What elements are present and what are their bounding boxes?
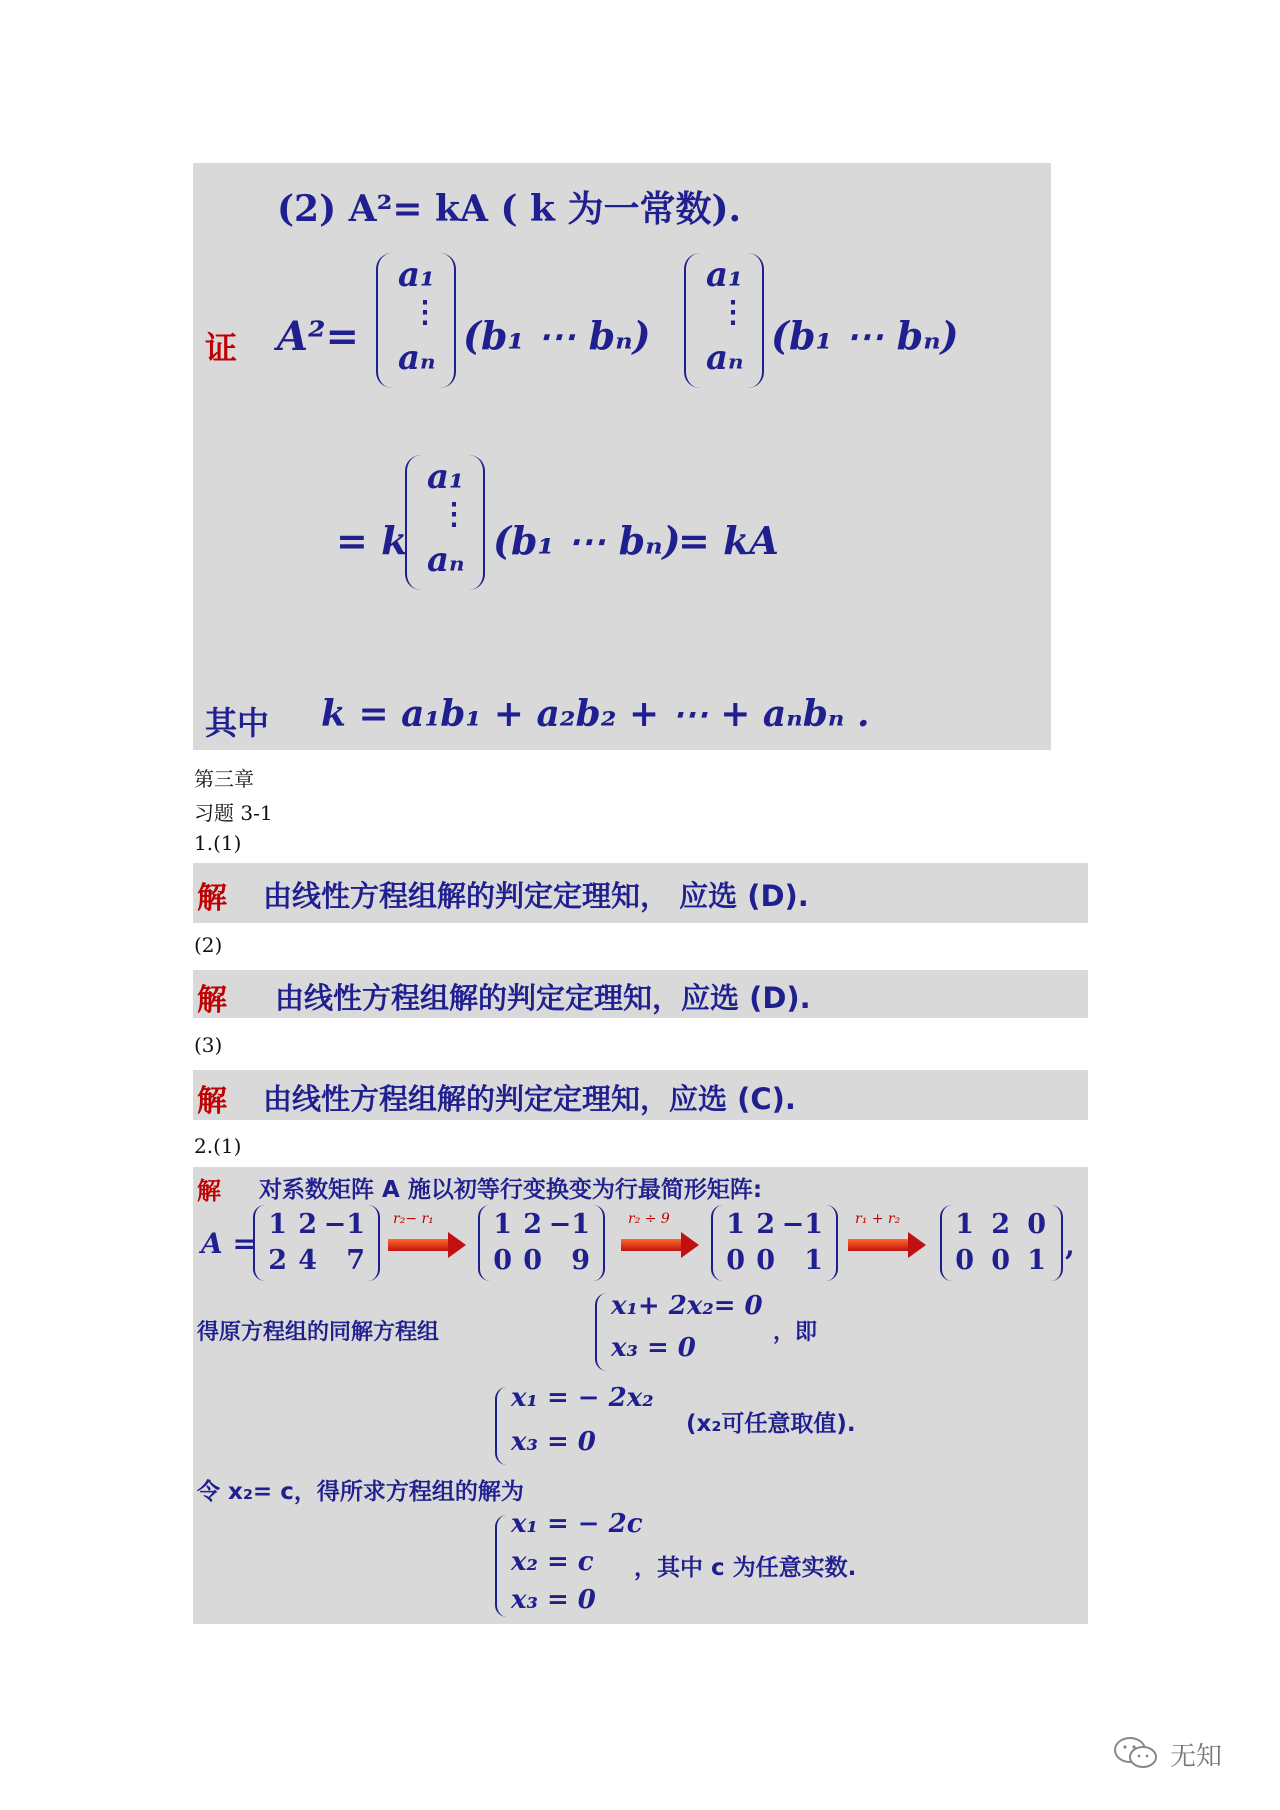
question-1-2: (2) [194,933,223,957]
arrow-icon [388,1239,450,1251]
system2-eq1: x₁ = − 2x₂ [511,1383,654,1413]
row-op-label: r₁ + r₂ [855,1211,901,1227]
right-paren [440,253,456,388]
solution-label: 解 [197,881,227,916]
left-paren [376,253,392,388]
answer-banner [193,970,1088,1018]
system3-eq3: x₃ = 0 [511,1585,596,1615]
system3-eq1: x₁ = − 2c [511,1509,643,1539]
free-variable-note: (x₂可任意取值). [686,1411,856,1437]
where-c-text: ，其中 c 为任意实数. [634,1555,857,1581]
left-paren [684,253,700,388]
row-op-label: r₂− r₁ [393,1211,434,1227]
left-paren [405,455,421,590]
arrow-icon [621,1239,683,1251]
eq-k: = k [336,518,408,563]
matrix-3: 1 2 −1 0 0 1 [726,1209,823,1276]
system3-eq2: x₂ = c [511,1547,594,1577]
answer-banner [193,1070,1088,1120]
row-vector: (b₁ ⋯ bₙ) [493,518,681,563]
matrix-2: 1 2 −1 0 0 9 [493,1209,590,1276]
right-paren [1051,1205,1063,1281]
solution-text: 由线性方程组解的判定定理知， 应选 (D). [263,879,809,913]
a-squared-lhs: A²= [277,313,360,360]
system1-eq2: x₃ = 0 [611,1333,696,1363]
col-top: a₁ [427,457,464,497]
proof-label: 证 [205,329,238,367]
intro-text: 对系数矩阵 A 施以初等行变换变为行最简形矩阵: [259,1177,763,1203]
question-1-1: 1.(1) [194,831,242,855]
system2-eq2: x₃ = 0 [511,1427,596,1457]
right-paren [826,1205,838,1281]
matrix-4: 1 2 0 0 0 1 [955,1209,1046,1276]
solution-label: 解 [197,983,227,1018]
solution-label: 解 [197,1084,227,1119]
row-vector: (b₁ ⋯ bₙ) [771,313,959,358]
system1-eq1: x₁+ 2x₂= 0 [611,1291,763,1321]
solution-label: 解 [197,1177,221,1205]
right-paren [593,1205,605,1281]
row-vector: (b₁ ⋯ bₙ) [463,313,651,358]
brace-icon [495,1515,507,1617]
proof-slide [193,163,1051,750]
eq-ka: = kA [678,518,779,563]
ji-text: ，即 [773,1320,818,1345]
solution-text: 由线性方程组解的判定定理知，应选 (D). [275,981,811,1015]
col-bottom: aₙ [398,338,436,378]
wechat-icon [1113,1736,1159,1770]
k-definition: k = a₁b₁ + a₂b₂ + ⋯ + aₙbₙ . [321,693,870,735]
solution-text: 由线性方程组解的判定定理知，应选 (C). [263,1082,796,1116]
col-bottom: aₙ [706,338,744,378]
question-1-3: (3) [194,1033,223,1057]
matrix-1: 1 2 −1 2 4 7 [268,1209,365,1276]
col-dots: ⋮ [410,295,440,330]
answer-banner [193,863,1088,923]
slide1-heading: (2) A²= kA ( k 为一常数). [277,188,742,230]
let-text: 令 x₂= c，得所求方程组的解为 [197,1479,524,1505]
col-dots: ⋮ [718,295,748,330]
question-2-1: 2.(1) [194,1134,242,1158]
row-op-label: r₂ ÷ 9 [628,1211,670,1227]
col-dots: ⋮ [439,497,469,532]
watermark-text: 无知 [1170,1742,1223,1772]
brace-icon [595,1293,607,1371]
brace-icon [495,1387,507,1465]
same-solution-text: 得原方程组的同解方程组 [197,1320,440,1345]
comma: , [1065,1229,1075,1262]
where-label: 其中 [205,704,270,742]
arrow-icon [848,1239,910,1251]
solution-slide [193,1167,1088,1624]
exercise-heading: 习题 3-1 [194,801,273,825]
col-top: a₁ [398,255,435,295]
col-top: a₁ [706,255,743,295]
right-paren [469,455,485,590]
right-paren [368,1205,380,1281]
col-bottom: aₙ [427,540,465,580]
matrix-a-label: A = [201,1227,256,1260]
right-paren [748,253,764,388]
chapter-heading: 第三章 [194,767,254,791]
